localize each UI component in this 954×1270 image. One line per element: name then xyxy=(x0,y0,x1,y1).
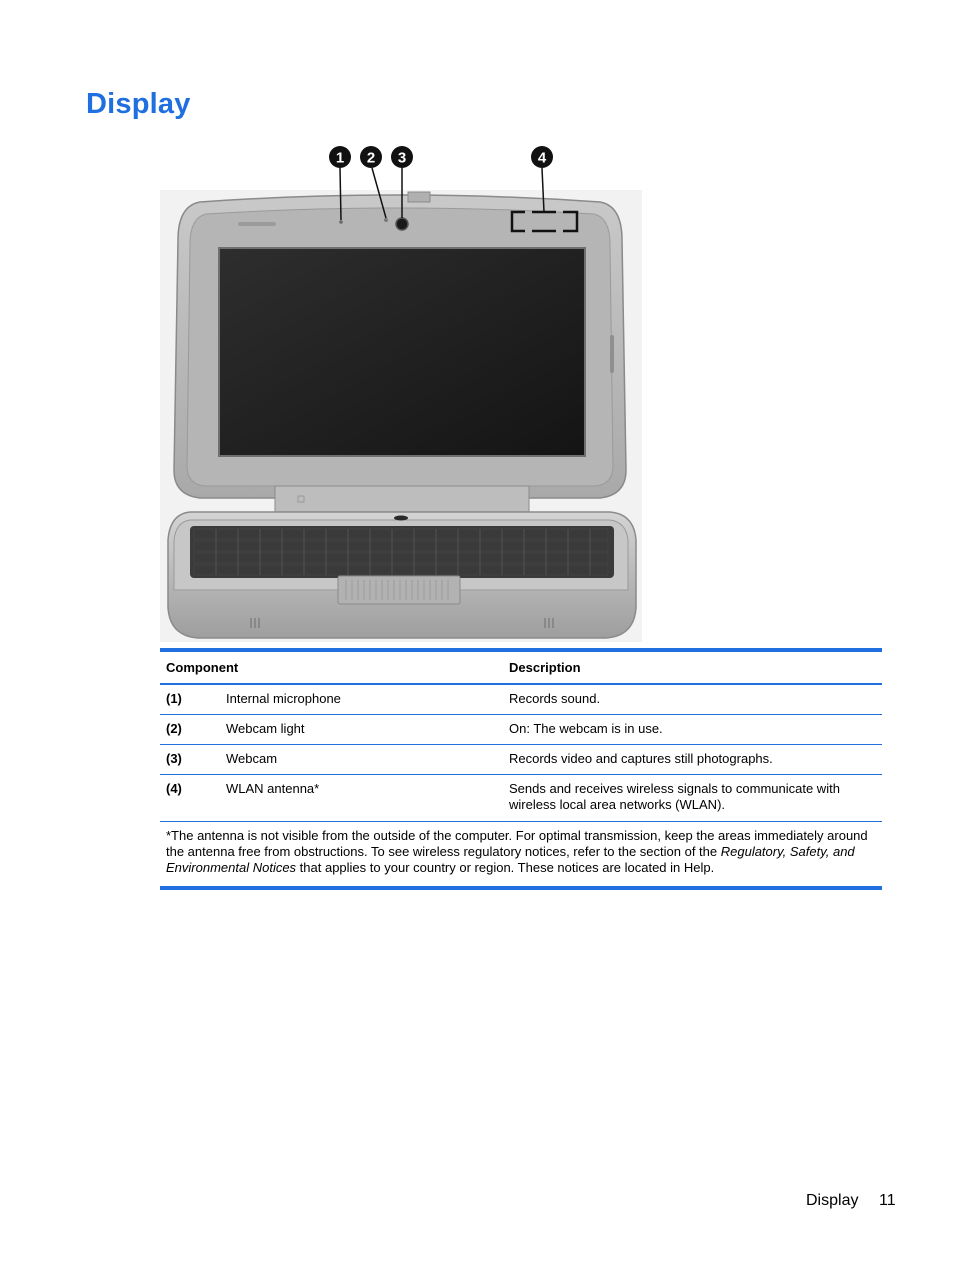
component-header: Component xyxy=(160,650,503,684)
webcam xyxy=(396,218,408,230)
description-header: Description xyxy=(503,650,882,684)
component-number: (2) xyxy=(160,715,220,745)
laptop-illustration xyxy=(160,140,650,645)
keyboard xyxy=(190,526,614,578)
footnote-text: *The antenna is not visible from the outside of the computer. For optimal transmission, keep the areas immediately around the antenna free from obstructions. To see wireless regulatory notices, refer to the section of the xyxy=(166,828,868,859)
page-title: Display xyxy=(86,88,191,120)
component-name: Webcam xyxy=(220,745,503,775)
callout-2 xyxy=(360,146,382,168)
component-number: (4) xyxy=(160,775,220,822)
component-name: WLAN antenna* xyxy=(220,775,503,822)
footer-section-name: Display xyxy=(806,1192,859,1209)
table-row xyxy=(160,745,882,775)
components-table xyxy=(160,648,882,890)
hinge xyxy=(275,486,529,512)
laptop-display-figure xyxy=(160,140,650,645)
internal-microphone xyxy=(339,220,343,224)
table-row xyxy=(160,715,882,745)
table-row xyxy=(160,775,882,822)
callout-1 xyxy=(329,146,351,168)
component-description: Records video and captures still photographs. xyxy=(503,745,882,775)
component-name: Internal microphone xyxy=(220,684,503,715)
table-footnote xyxy=(160,822,882,889)
component-description: Sends and receives wireless signals to communicate with wireless local area networks (WLAN). xyxy=(503,775,882,822)
callout-label: 3 xyxy=(397,149,407,167)
footer-page-number: 11 xyxy=(879,1192,896,1209)
display-screen xyxy=(219,248,585,456)
component-number: (1) xyxy=(160,684,220,715)
callout-label: 2 xyxy=(366,149,376,167)
component-number: (3) xyxy=(160,745,220,775)
callout-label: 4 xyxy=(537,149,547,167)
component-description: Records sound. xyxy=(503,684,882,715)
callout-3 xyxy=(391,146,413,168)
callout-4 xyxy=(531,146,553,168)
webcam-light xyxy=(384,218,388,222)
table-row xyxy=(160,684,882,715)
component-name: Webcam light xyxy=(220,715,503,745)
table-footnote-row xyxy=(160,822,882,889)
table-header-row xyxy=(160,650,882,684)
footnote-text-end: that applies to your country or region. These notices are located in Help. xyxy=(296,860,715,875)
callout-label: 1 xyxy=(335,149,345,167)
component-description: On: The webcam is in use. xyxy=(503,715,882,745)
footnote-document-title: Regulatory, Safety, and Environmental Notices xyxy=(166,844,855,875)
